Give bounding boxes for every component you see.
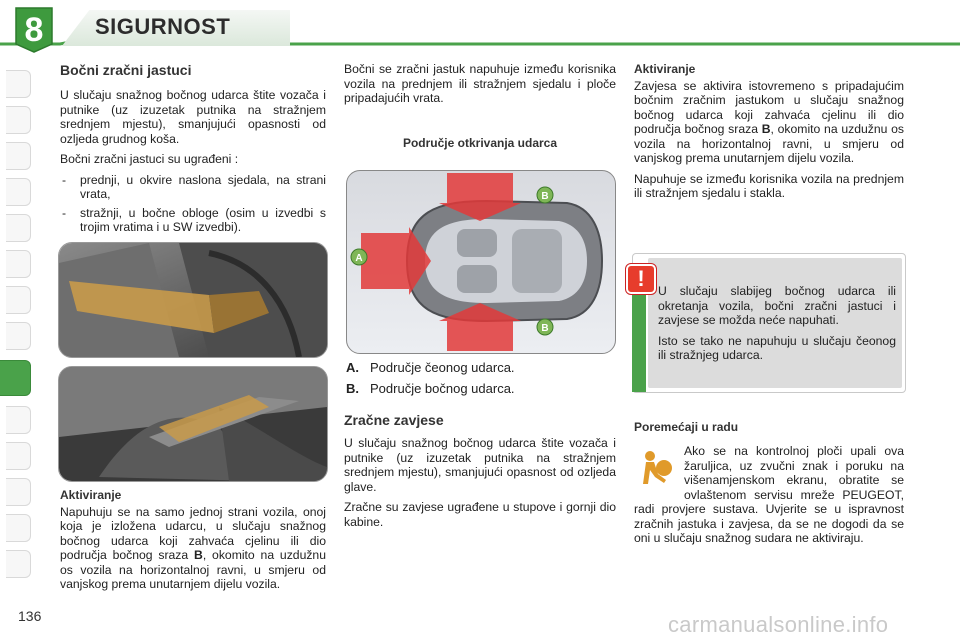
page-number: 136 — [18, 608, 42, 624]
section-title-side-airbags: Bočni zračni jastuci — [60, 62, 192, 78]
zone-label-b-bottom: B — [541, 323, 549, 334]
chapter-tab[interactable] — [6, 214, 31, 242]
list-item: - prednji, u okvire naslona sjedala, na strani vrata, — [62, 172, 326, 201]
chapter-tab[interactable] — [6, 178, 31, 206]
diagram-title: Područje otkrivanja udarca — [402, 136, 558, 150]
section-title-curtains: Zračne zavjese — [344, 412, 444, 428]
list-item: - stražnji, u bočne obloge (osim u izvedbi s trojim vratima i u SW izvedbi). — [62, 205, 326, 234]
left-activation-block — [60, 488, 326, 598]
right-activation-block — [634, 62, 904, 207]
middle-intro-block — [344, 62, 616, 112]
warning-box-strip — [632, 286, 646, 392]
left-activation-text: Napuhuju se na samo jednoj strani vozila, onoj koja je izložena udarcu, u slučaju snažnog bočnog udarca koji zahvaća cjelinu ili dio područja bočnog sraza B, okomito na uzdužnu os vozila na horizontalnoj ravni, u smjeru od vanjskog prema unutarnjem dijelu vozila. — [60, 504, 326, 591]
left-intro-block — [60, 88, 326, 239]
chapter-tab[interactable] — [6, 250, 31, 278]
right-activation-title: Aktiviranje — [634, 62, 696, 76]
chapter-tab[interactable] — [6, 286, 31, 314]
curtains-text-2: Zračne su zavjese ugrađene u stupove i gornji dio kabine. — [344, 500, 616, 529]
watermark: carmanualsonline.info — [668, 612, 889, 637]
warning-text-1: U slučaju slabijeg bočnog udarca ili okretanja vozila, bočni zračni jastuci i zavjese se možda neće napuhati. — [658, 284, 896, 327]
zone-label-b-top: B — [541, 191, 549, 202]
installed-list — [60, 173, 326, 235]
fault-title: Poremećaji u radu — [634, 420, 739, 434]
right-activation-text-2: Napuhuje se između korisnika vozila na prednjem ili stražnjem sjedalu i stakla. — [634, 171, 904, 200]
chapter-title: SIGURNOST — [95, 14, 231, 39]
front-seat-airbag-photo — [58, 242, 328, 358]
chapter-number: 8 — [24, 11, 44, 49]
curtains-block — [344, 436, 616, 535]
left-intro: U slučaju snažnog bočnog udarca štite vozača i putnike (uz izuzetak putnika na stražnjem srednjem mjestu), smanjujući opasnosti od ozljeda grudnog koša. — [60, 88, 326, 146]
chapter-tab[interactable] — [6, 70, 31, 98]
chapter-tab[interactable] — [6, 478, 31, 506]
fault-text: Ako se na kontrolnoj ploči upali ova žaruljica, uz zvučni znak i poruku na višenamjenskom ekranu, obratite se ovlaštenom servisu mreže PEUGEOT, radi provjere sustava. Uvjerite se u ispravnost zračnih jastuka i zavjesa, da se ne dogodi da se oni u slučaju snažnog sudara ne aktiviraju. — [634, 444, 904, 545]
chapter-tab-active[interactable] — [0, 360, 31, 396]
exclamation-icon: ! — [626, 264, 656, 294]
chapter-tab[interactable] — [6, 550, 31, 578]
left-activation-title: Aktiviranje — [60, 488, 122, 502]
curtains-text-1: U slučaju snažnog bočnog udarca štite vozača i putnike (uz izuzetak putnika na stražnjem srednjem mjestu), smanjujući opasnost od ozljeda glave. — [344, 436, 616, 494]
diagram-legend — [346, 360, 616, 402]
chapter-tab[interactable] — [6, 106, 31, 134]
impact-zone-diagram — [346, 170, 616, 354]
chapter-tab[interactable] — [6, 442, 31, 470]
icon-spacer — [634, 444, 684, 498]
chapter-tab[interactable] — [6, 514, 31, 542]
middle-intro: Bočni se zračni jastuk napuhuje između korisnika vozila na prednjem ili stražnjem sjedalu i ploče pripadajućih vrata. — [344, 62, 616, 105]
rear-seat-airbag-photo — [58, 366, 328, 482]
right-activation-text: Zavjesa se aktivira istovremeno s pripadajućim bočnim zračnim jastukom u slučaju snažnog bočnog udarca koji zahvaća cjelinu ili dio područja bočnog sraza B, okomito na uzdužnu os vozila na horizontalnoj ravni, u smjeru od vanjskog prema unutarnjem dijelu vozila. — [634, 78, 904, 165]
chapter-tab[interactable] — [6, 322, 31, 350]
left-installed: Bočni zračni jastuci su ugrađeni : — [60, 152, 239, 166]
warning-text-2: Isto se tako ne napuhuju u slučaju čeonog ili stražnjeg udarca. — [658, 333, 896, 362]
warning-text — [658, 284, 896, 369]
legend-item-a: A. Područje čeonog udarca. — [346, 360, 515, 375]
legend-item-b: B. Područje bočnog udarca. — [346, 381, 515, 396]
chapter-tab[interactable] — [6, 142, 31, 170]
zone-label-a: A — [355, 253, 363, 264]
chapter-tab[interactable] — [6, 406, 31, 434]
